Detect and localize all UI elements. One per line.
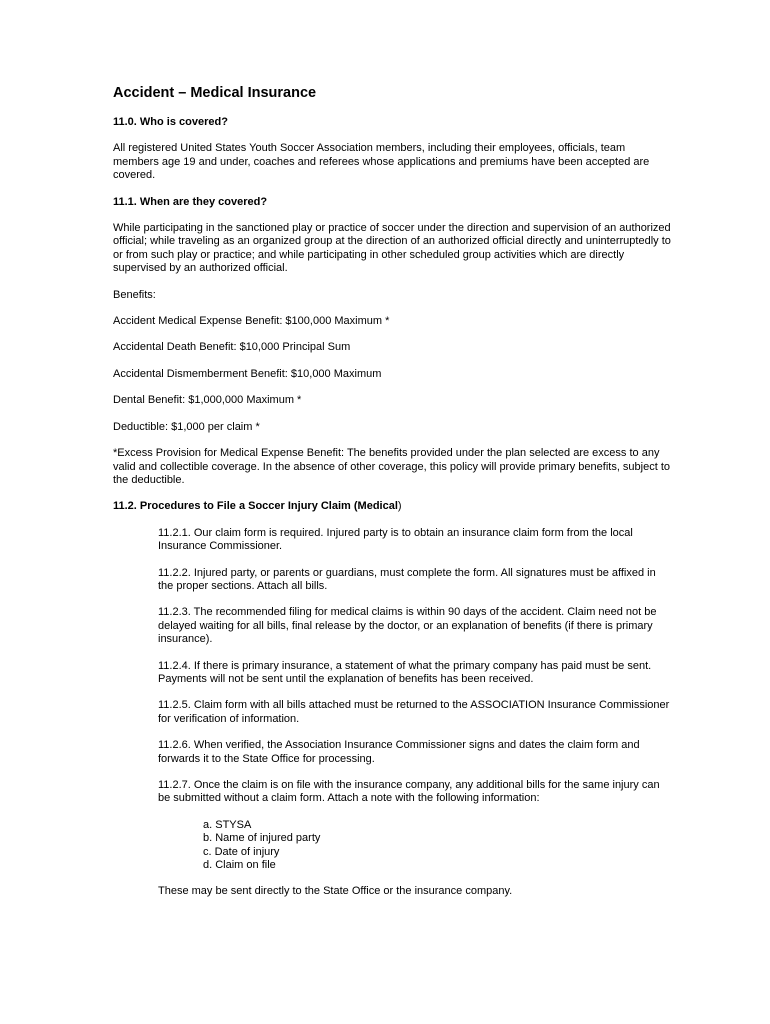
step-11-2-6: 11.2.6. When verified, the Association Insurance Commissioner signs and dates the claim form and forwards it to the State Office for processing. xyxy=(158,739,640,765)
section-heading-11-1: 11.1. When are they covered? xyxy=(113,195,268,208)
closing-note: These may be sent directly to the State Office or the insurance company. xyxy=(158,885,513,898)
section-heading-11-0: 11.0. Who is covered? xyxy=(113,116,228,128)
benefit-deductible: Deductible: $1,000 per claim * xyxy=(113,420,260,433)
step-11-2-4: 11.2.4. If there is primary insurance, a statement of what the primary company has paid must be sent. Payments will not be sent until the explanation of benefits has been received. xyxy=(158,659,652,685)
section-heading-11-2-text: 11.2. Procedures to File a Soccer Injury Claim (Medical xyxy=(113,500,398,513)
note-item-date-of-injury: c. Date of injury xyxy=(203,845,280,858)
step-11-2-7: 11.2.7. Once the claim is on file with the insurance company, any additional bills for the same injury can be submitted without a claim form. Attach a note with the following information: xyxy=(158,779,660,805)
section-heading-11-2 xyxy=(113,500,673,513)
note-item-claim-on-file: d. Claim on file xyxy=(203,859,276,872)
note-item-stysa: a. STYSA xyxy=(203,818,252,831)
section-body-11-1: While participating in the sanctioned play or practice of soccer under the direction and supervision of an authorized official; while traveling as an organized group at the direction of an authorized official directly and uninterruptedly to or from such play or practice; and while participating in other scheduled group activities which are directly supervised by an authorized official. xyxy=(113,222,671,275)
benefit-dental: Dental Benefit: $1,000,000 Maximum * xyxy=(113,394,302,407)
benefits-label: Benefits: xyxy=(113,288,156,301)
section-heading-11-2-tail: ) xyxy=(397,500,402,513)
note-info-list xyxy=(203,819,673,873)
benefit-dismemberment: Accidental Dismemberment Benefit: $10,000 Maximum xyxy=(113,367,382,380)
step-11-2-5: 11.2.5. Claim form with all bills attached must be returned to the ASSOCIATION Insurance Commissioner for verification of information. xyxy=(158,699,670,725)
document-page xyxy=(113,84,673,912)
excess-provision-note: *Excess Provision for Medical Expense Benefit: The benefits provided under the plan selected are excess to any valid and collectible coverage. In the absence of other coverage, this policy will provide primary benefits, subject to the deductible. xyxy=(113,447,671,486)
benefit-accidental-death: Accidental Death Benefit: $10,000 Principal Sum xyxy=(113,341,351,354)
step-11-2-3: 11.2.3. The recommended filing for medical claims is within 90 days of the accident. Claim need not be delayed waiting for all bills, final release by the doctor, or an explanation of benefits (if there is primary insurance). xyxy=(158,606,657,646)
step-11-2-1: 11.2.1. Our claim form is required. Injured party is to obtain an insurance claim form from the local Insurance Commissioner. xyxy=(158,526,633,553)
benefit-medical-expense: Accident Medical Expense Benefit: $100,000 Maximum * xyxy=(113,315,390,328)
document-title: Accident – Medical Insurance xyxy=(113,85,317,101)
section-body-11-0: All registered United States Youth Soccer Association members, including their employees, officials, team members age 19 and under, coaches and referees whose applications and premiums have been accepted are covered. xyxy=(113,142,650,182)
step-11-2-2: 11.2.2. Injured party, or parents or guardians, must complete the form. All signatures must be affixed in the proper sections. Attach all bills. xyxy=(158,566,656,592)
note-item-injured-party: b. Name of injured party xyxy=(203,832,321,845)
